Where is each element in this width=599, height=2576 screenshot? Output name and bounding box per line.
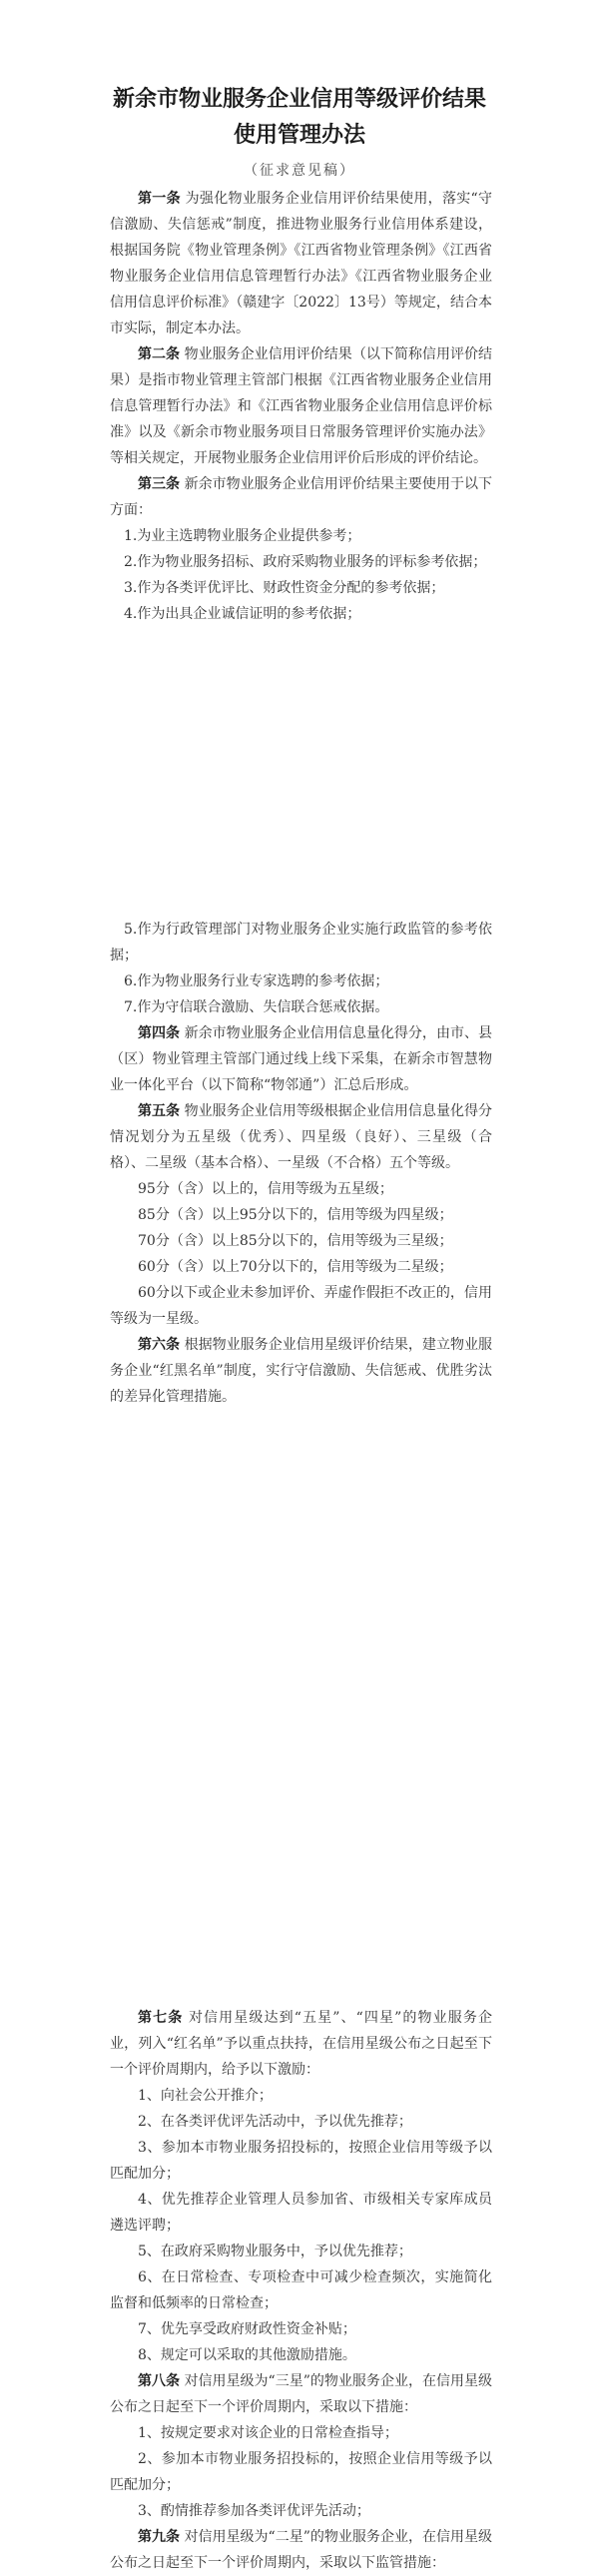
article-text: 新余市物业服务企业信用评价结果主要使用于以下方面： <box>110 476 493 518</box>
article-3 <box>110 471 492 523</box>
document-title-line2: 使用管理办法 <box>233 123 365 148</box>
grade-item: 70分（含）以上85分以下的，信用等级为三星级； <box>138 1233 453 1249</box>
article-block-1 <box>110 186 492 627</box>
article-heading: 第九条 <box>138 2529 181 2545</box>
article-text: 为强化物业服务企业信用评价结果使用，落实“守信激励、失信惩戒”制度，推进物业服务行业信用体系建设，根据国务院《物业管理条例》《江西省物业管理条例》《江西省物业服务企业信用信息管理暂行办法》《江西省物业服务企业信用信息评价标准》（赣建字〔2022〕13号）等规定，结合本市实际，制定本办法。 <box>110 191 493 336</box>
list-item: 3、酌情推荐参加各类评优评先活动； <box>138 2503 370 2519</box>
list-item: 1、向社会公开推介； <box>138 2088 273 2104</box>
article-text: 物业服务企业信用评价结果（以下简称信用评价结果）是指市物业管理主管部门根据《江西省物业服务企业信用信息管理暂行办法》和《江西省物业服务企业信用信息评价标准》以及《新余市物业服务项目日常服务管理评价实施办法》等相关规定，开展物业服务企业信用评价后形成的评价结论。 <box>110 346 493 466</box>
list-item: 3、参加本市物业服务招投标的，按照企业信用等级予以匹配加分； <box>110 2140 492 2182</box>
article-text: 新余市物业服务企业信用信息量化得分，由市、县（区）物业管理主管部门通过线上线下采集，在新余市智慧物业一体化平台（以下简称“物邻通”）汇总后形成。 <box>110 1025 493 1093</box>
list-item: 8、规定可以采取的其他激励措施。 <box>138 2347 356 2363</box>
article-text: 对信用星级为“二星”的物业服务企业，在信用星级公布之日起至下一个评价周期内，采取以下监管措施： <box>110 2529 492 2571</box>
article-heading: 第六条 <box>138 1337 181 1353</box>
article-heading: 第七条 <box>138 2010 184 2026</box>
list-item: 4、优先推荐企业管理人员参加省、市级相关专家库成员遴选评聘； <box>110 2192 492 2234</box>
article-heading: 第二条 <box>138 346 181 362</box>
list-item: 7.作为守信联合激励、失信联合惩戒依据。 <box>124 999 389 1015</box>
article-8 <box>110 2368 492 2420</box>
article-text: 对信用星级为“三星”的物业服务企业，在信用星级公布之日起至下一个评价周期内，采取以下措施： <box>110 2373 492 2415</box>
article-4 <box>110 1020 492 1098</box>
list-item: 2、在各类评优评先活动中，予以优先推荐； <box>138 2114 412 2130</box>
list-item: 6.作为物业服务行业专家选聘的参考依据； <box>124 973 389 989</box>
list-item: 1.为业主选聘物业服务企业提供参考； <box>124 528 361 544</box>
article-7 <box>110 2005 492 2083</box>
article-block-2 <box>110 917 492 1410</box>
list-item: 3.作为各类评优评比、财政性资金分配的参考依据； <box>124 580 445 596</box>
list-item: 5.作为行政管理部门对物业服务企业实施行政监管的参考依据； <box>110 922 492 964</box>
article-9 <box>110 2524 492 2576</box>
article-text: 对信用星级达到“五星”、“四星”的物业服务企业，列入“红名单”予以重点扶持，在信用星级公布之日起至下一个评价周期内，给予以下激励： <box>110 2010 493 2078</box>
grade-item: 85分（含）以上95分以下的，信用等级为四星级； <box>138 1207 453 1223</box>
grade-item: 95分（含）以上的，信用等级为五星级； <box>138 1181 393 1197</box>
article-1 <box>110 186 492 341</box>
list-item: 5、在政府采购物业服务中，予以优先推荐； <box>138 2244 412 2259</box>
article-heading: 第一条 <box>138 191 181 207</box>
article-text: 物业服务企业信用等级根据企业信用信息量化得分情况划分为五星级（优秀）、四星级（良好）、三星级（合格）、二星级（基本合格）、一星级（不合格）五个等级。 <box>110 1103 493 1171</box>
article-heading: 第三条 <box>138 476 181 492</box>
list-item: 1、按规定要求对该企业的日常检查指导； <box>138 2425 398 2441</box>
document-title-line1: 新余市物业服务企业信用等级评价结果 <box>112 87 486 112</box>
article-2 <box>110 341 492 471</box>
document-subtitle: （征求意见稿） <box>244 163 355 179</box>
grade-item: 60分（含）以上70分以下的，信用等级为二星级； <box>138 1259 453 1275</box>
grade-item: 60分以下或企业未参加评价、弄虚作假拒不改正的，信用等级为一星级。 <box>110 1285 492 1327</box>
list-item: 6、在日常检查、专项检查中可减少检查频次，实施简化监督和低频率的日常检查； <box>110 2269 492 2311</box>
article-text: 根据物业服务企业信用星级评价结果，建立物业服务企业“红黑名单”制度，实行守信激励、失信惩戒、优胜劣汰的差异化管理措施。 <box>110 1337 493 1405</box>
article-heading: 第八条 <box>138 2373 181 2389</box>
article-5 <box>110 1098 492 1176</box>
article-block-3 <box>110 2005 492 2576</box>
article-heading: 第五条 <box>138 1103 181 1119</box>
list-item: 2.作为物业服务招标、政府采购物业服务的评标参考依据； <box>124 554 487 570</box>
article-6 <box>110 1332 492 1410</box>
list-item: 2、参加本市物业服务招投标的，按照企业信用等级予以匹配加分； <box>110 2451 492 2493</box>
list-item: 7、优先享受政府财政性资金补贴； <box>138 2321 356 2337</box>
list-item: 4.作为出具企业诚信证明的参考依据； <box>124 606 361 622</box>
article-heading: 第四条 <box>138 1025 181 1041</box>
